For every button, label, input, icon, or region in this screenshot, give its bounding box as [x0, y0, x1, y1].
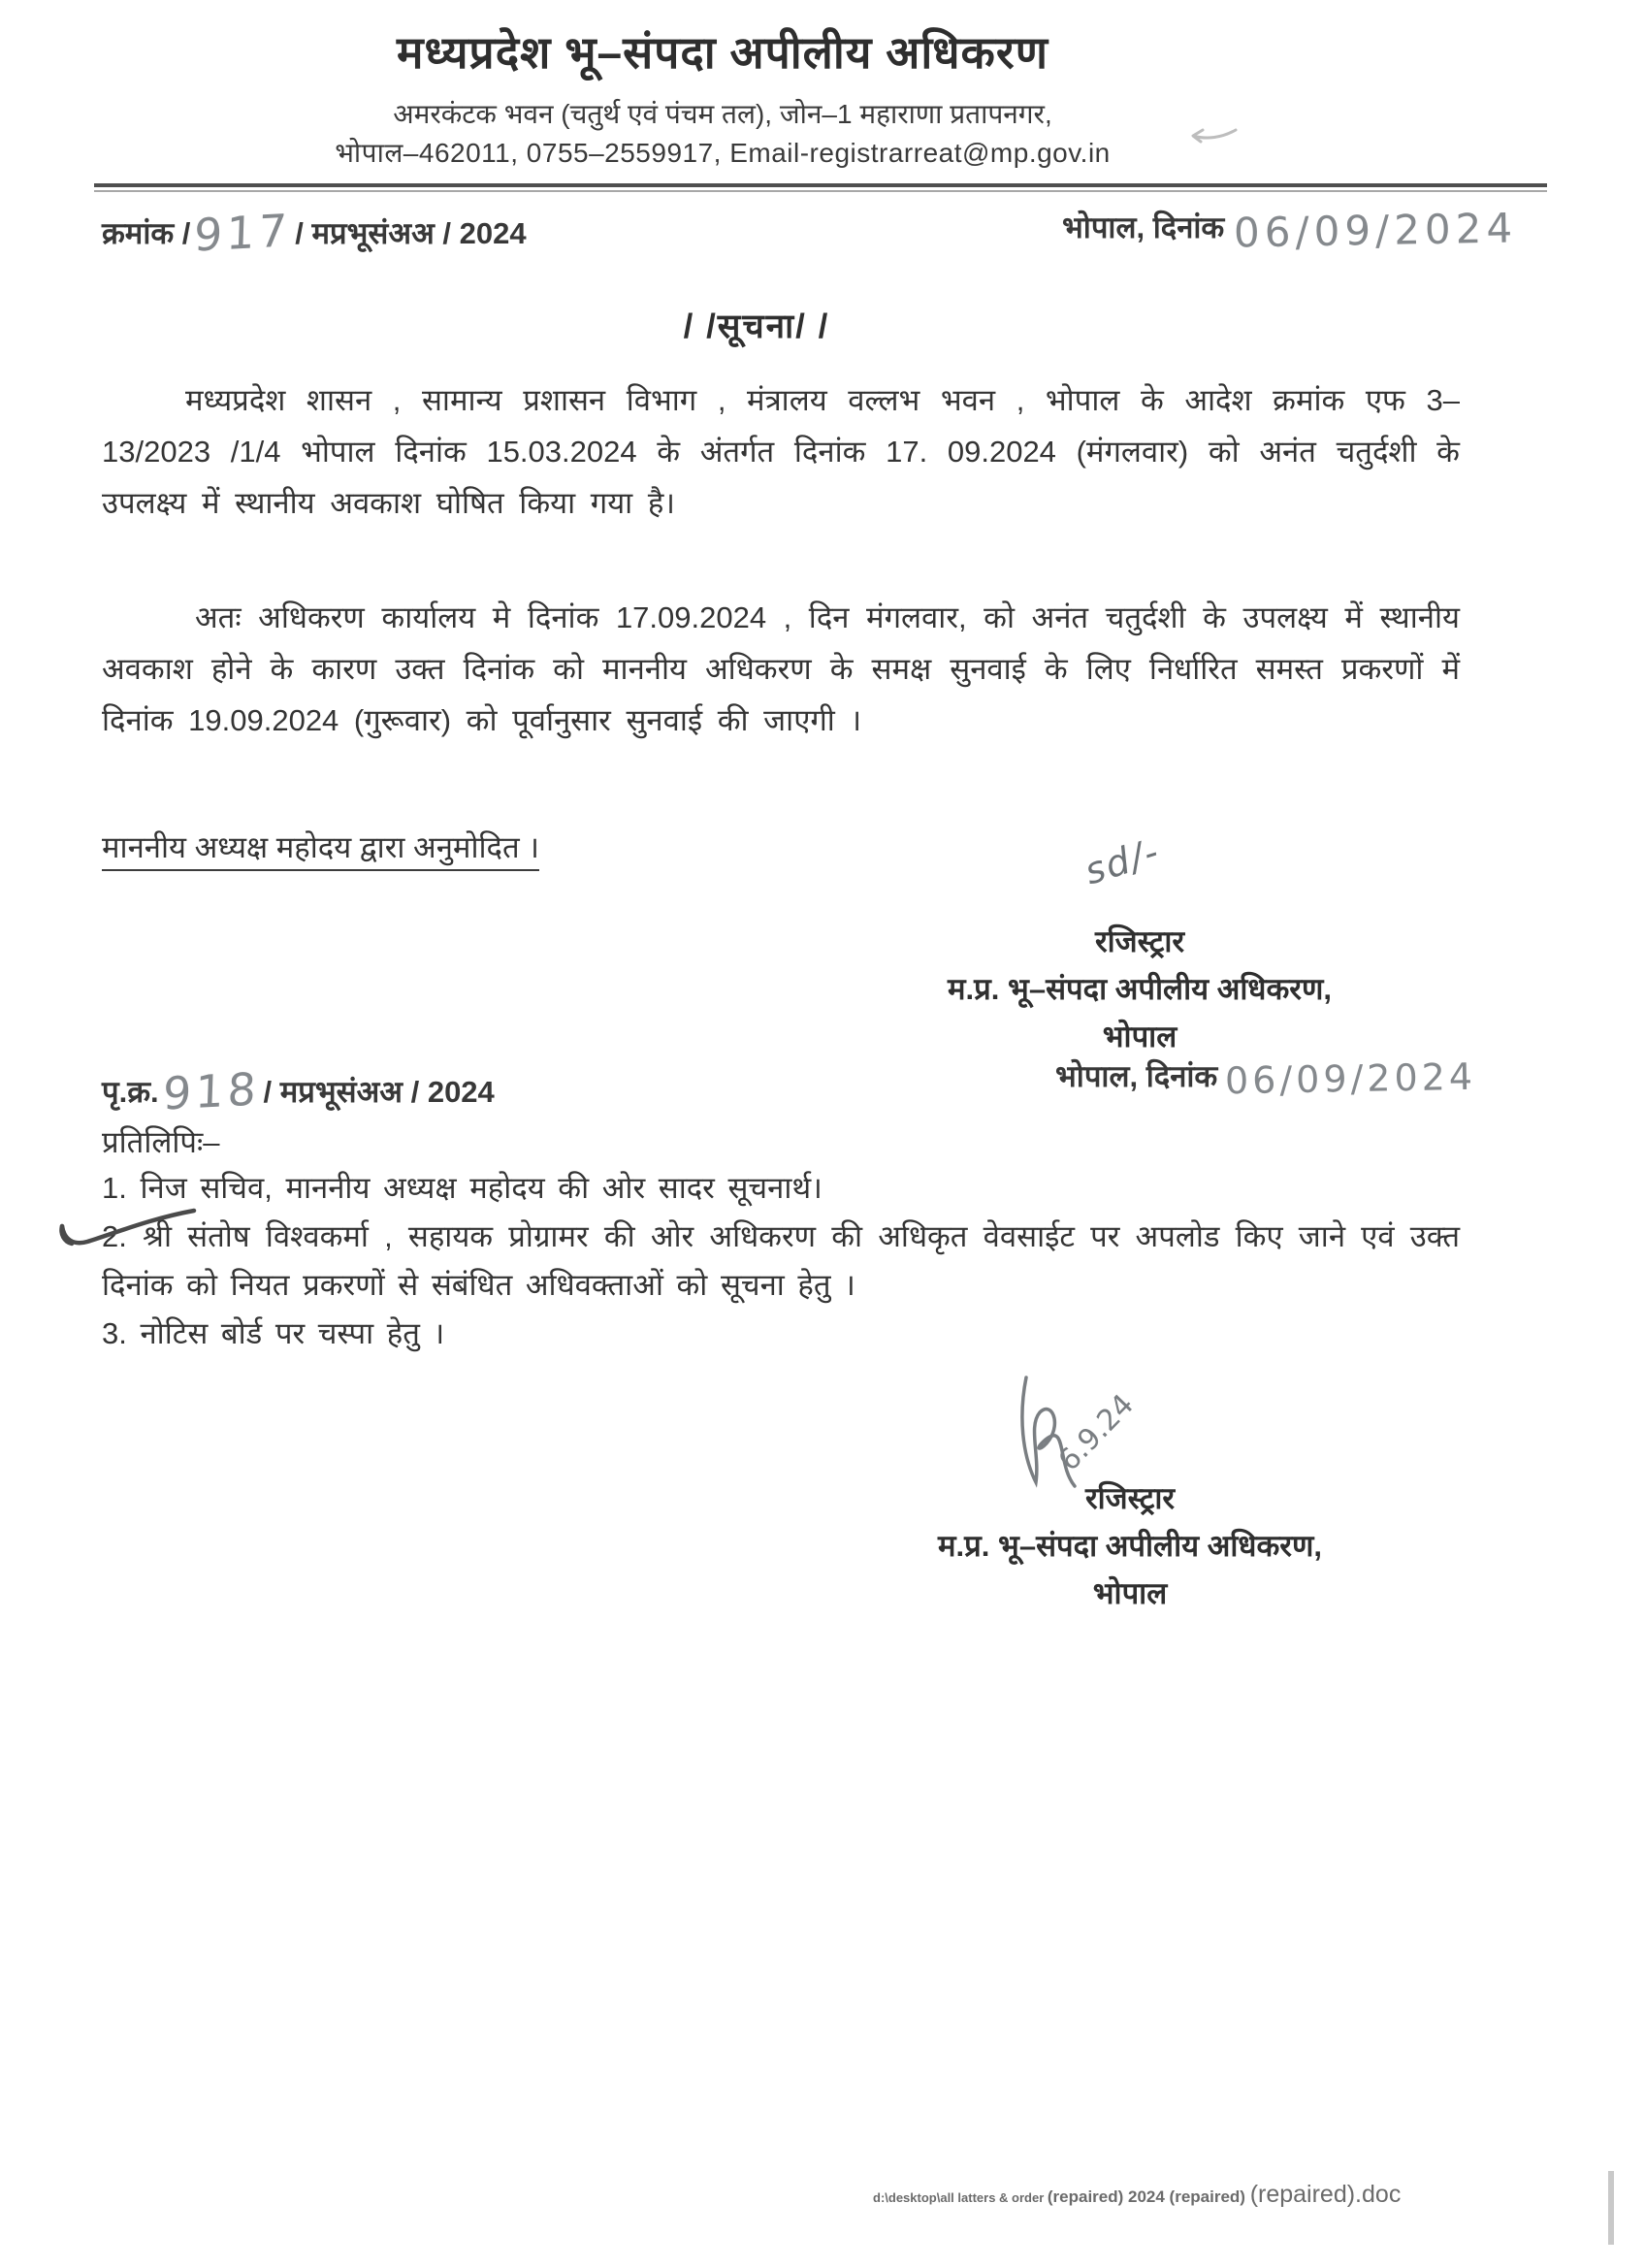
- page-title: मध्यप्रदेश भू–संपदा अपीलीय अधिकरण: [397, 27, 1048, 78]
- footer-path-small: d:\desktop\all latters & order: [873, 2190, 1048, 2205]
- endorsement-ref-number-handwritten: 918: [161, 1062, 261, 1120]
- ref-suffix: / मप्रभूसंअअ / 2024: [295, 216, 527, 250]
- approval-line-text: माननीय अध्यक्ष महोदय द्वारा अनुमोदित ।: [102, 830, 539, 871]
- tick-mark: [54, 1201, 200, 1259]
- signatory-place: भोपाल: [1102, 1020, 1177, 1053]
- place-date-line: [1062, 200, 1518, 257]
- header-address-line2: भोपाल–462011, 0755–2559917, Email-registrarreat@mp.gov.in: [335, 138, 1111, 168]
- signatory-place: भोपाल: [1092, 1576, 1168, 1610]
- signatory-organisation: म.प्र. भू–संपदा अपीलीय अधिकरण,: [938, 1529, 1322, 1563]
- copy-item-2: 2. श्री संतोष विश्वकर्मा , सहायक प्रोग्रामर की ओर अधिकरण की अधिकृत वेवसाईट पर अपलोड किए जाने एवं उक्त दिनांक को नियत प्रकरणों से संबंधित अधिवक्ताओं को सूचना हेतु ।: [102, 1219, 1460, 1302]
- endorsement-date-handwritten: 06/09/2024: [1224, 1054, 1477, 1103]
- endorsement-ref-line: [102, 1060, 495, 1120]
- signatory-designation: रजिस्ट्रार: [1084, 1481, 1176, 1515]
- copies-label: प्रतिलिपिः–: [102, 1125, 220, 1159]
- pencil-smudge-mark: [1185, 118, 1243, 151]
- signatory-designation: रजिस्ट्रार: [1094, 924, 1185, 958]
- signatory-organisation: म.प्र. भू–संपदा अपीलीय अधिकरण,: [948, 972, 1332, 1006]
- header-address-line1: अमरकंटक भवन (चतुर्थ एवं पंचम तल), जोन–1 महाराणा प्रतापनगर,: [393, 99, 1052, 129]
- ref-number-handwritten: 917: [193, 204, 293, 262]
- footer-path-mid: (repaired) 2024 (repaired): [1047, 2187, 1250, 2206]
- header-divider: [94, 183, 1547, 187]
- copies-list: [102, 1164, 1460, 1358]
- scan-edge-artifact: [1608, 2171, 1614, 2245]
- signature-block-bottom: [902, 1474, 1358, 1617]
- sd-handwritten: sd/-: [1080, 829, 1166, 893]
- endorsement-ref-suffix: / मप्रभूसंअअ / 2024: [263, 1075, 495, 1109]
- copy-item-3: 3. नोटिस बोर्ड पर चस्पा हेतु ।: [102, 1316, 445, 1350]
- header-divider-shadow: [94, 190, 1547, 192]
- copy-item-1: 1. निज सचिव, माननीय अध्यक्ष महोदय की ओर सादर सूचनार्थ।: [102, 1171, 822, 1205]
- ref-number-line: [102, 202, 527, 262]
- place-date-label: भोपाल, दिनांक: [1062, 211, 1225, 244]
- notice-heading: / /सूचना/ /: [683, 308, 830, 345]
- endorsement-ref-prefix: पृ.क्र.: [102, 1075, 159, 1109]
- approval-line: [102, 826, 539, 867]
- footer-filename: (repaired).doc: [1249, 2181, 1402, 2208]
- notice-paragraph-2: अतः अधिकरण कार्यालय मे दिनांक 17.09.2024 , दिन मंगलवार, को अनंत चतुर्दशी के उपलक्ष्य में स्थानीय अवकाश होने के कारण उक्त दिनांक को माननीय अधिकरण के समक्ष सुनवाई के लिए निर्धारित समस्त प्रकरणों में दिनांक 19.09.2024 (गुरूवार) को पूर्वानुसार सुनवाई की जाएगी ।: [102, 600, 1460, 737]
- date-handwritten: 06/09/2024: [1233, 204, 1518, 257]
- scribble-date-handwritten: 6.9.24: [1051, 1387, 1142, 1478]
- endorsement-place-date-label: भोपाल, दिनांक: [1055, 1059, 1218, 1093]
- ref-prefix: क्रमांक /: [102, 216, 191, 250]
- document-path-footer: [873, 2181, 1402, 2209]
- endorsement-place-date-line: [1055, 1053, 1477, 1103]
- notice-paragraph-1: मध्यप्रदेश शासन , सामान्य प्रशासन विभाग , मंत्रालय वल्लभ भवन , भोपाल के आदेश क्रमांक एफ 3–13/2023 /1/4 भोपाल दिनांक 15.03.2024 के अंतर्गत दिनांक 17. 09.2024 (मंगलवार) को अनंत चतुर्दशी के उपलक्ष्य में स्थानीय अवकाश घोषित किया गया है।: [102, 383, 1460, 520]
- signature-block-top: [912, 918, 1368, 1060]
